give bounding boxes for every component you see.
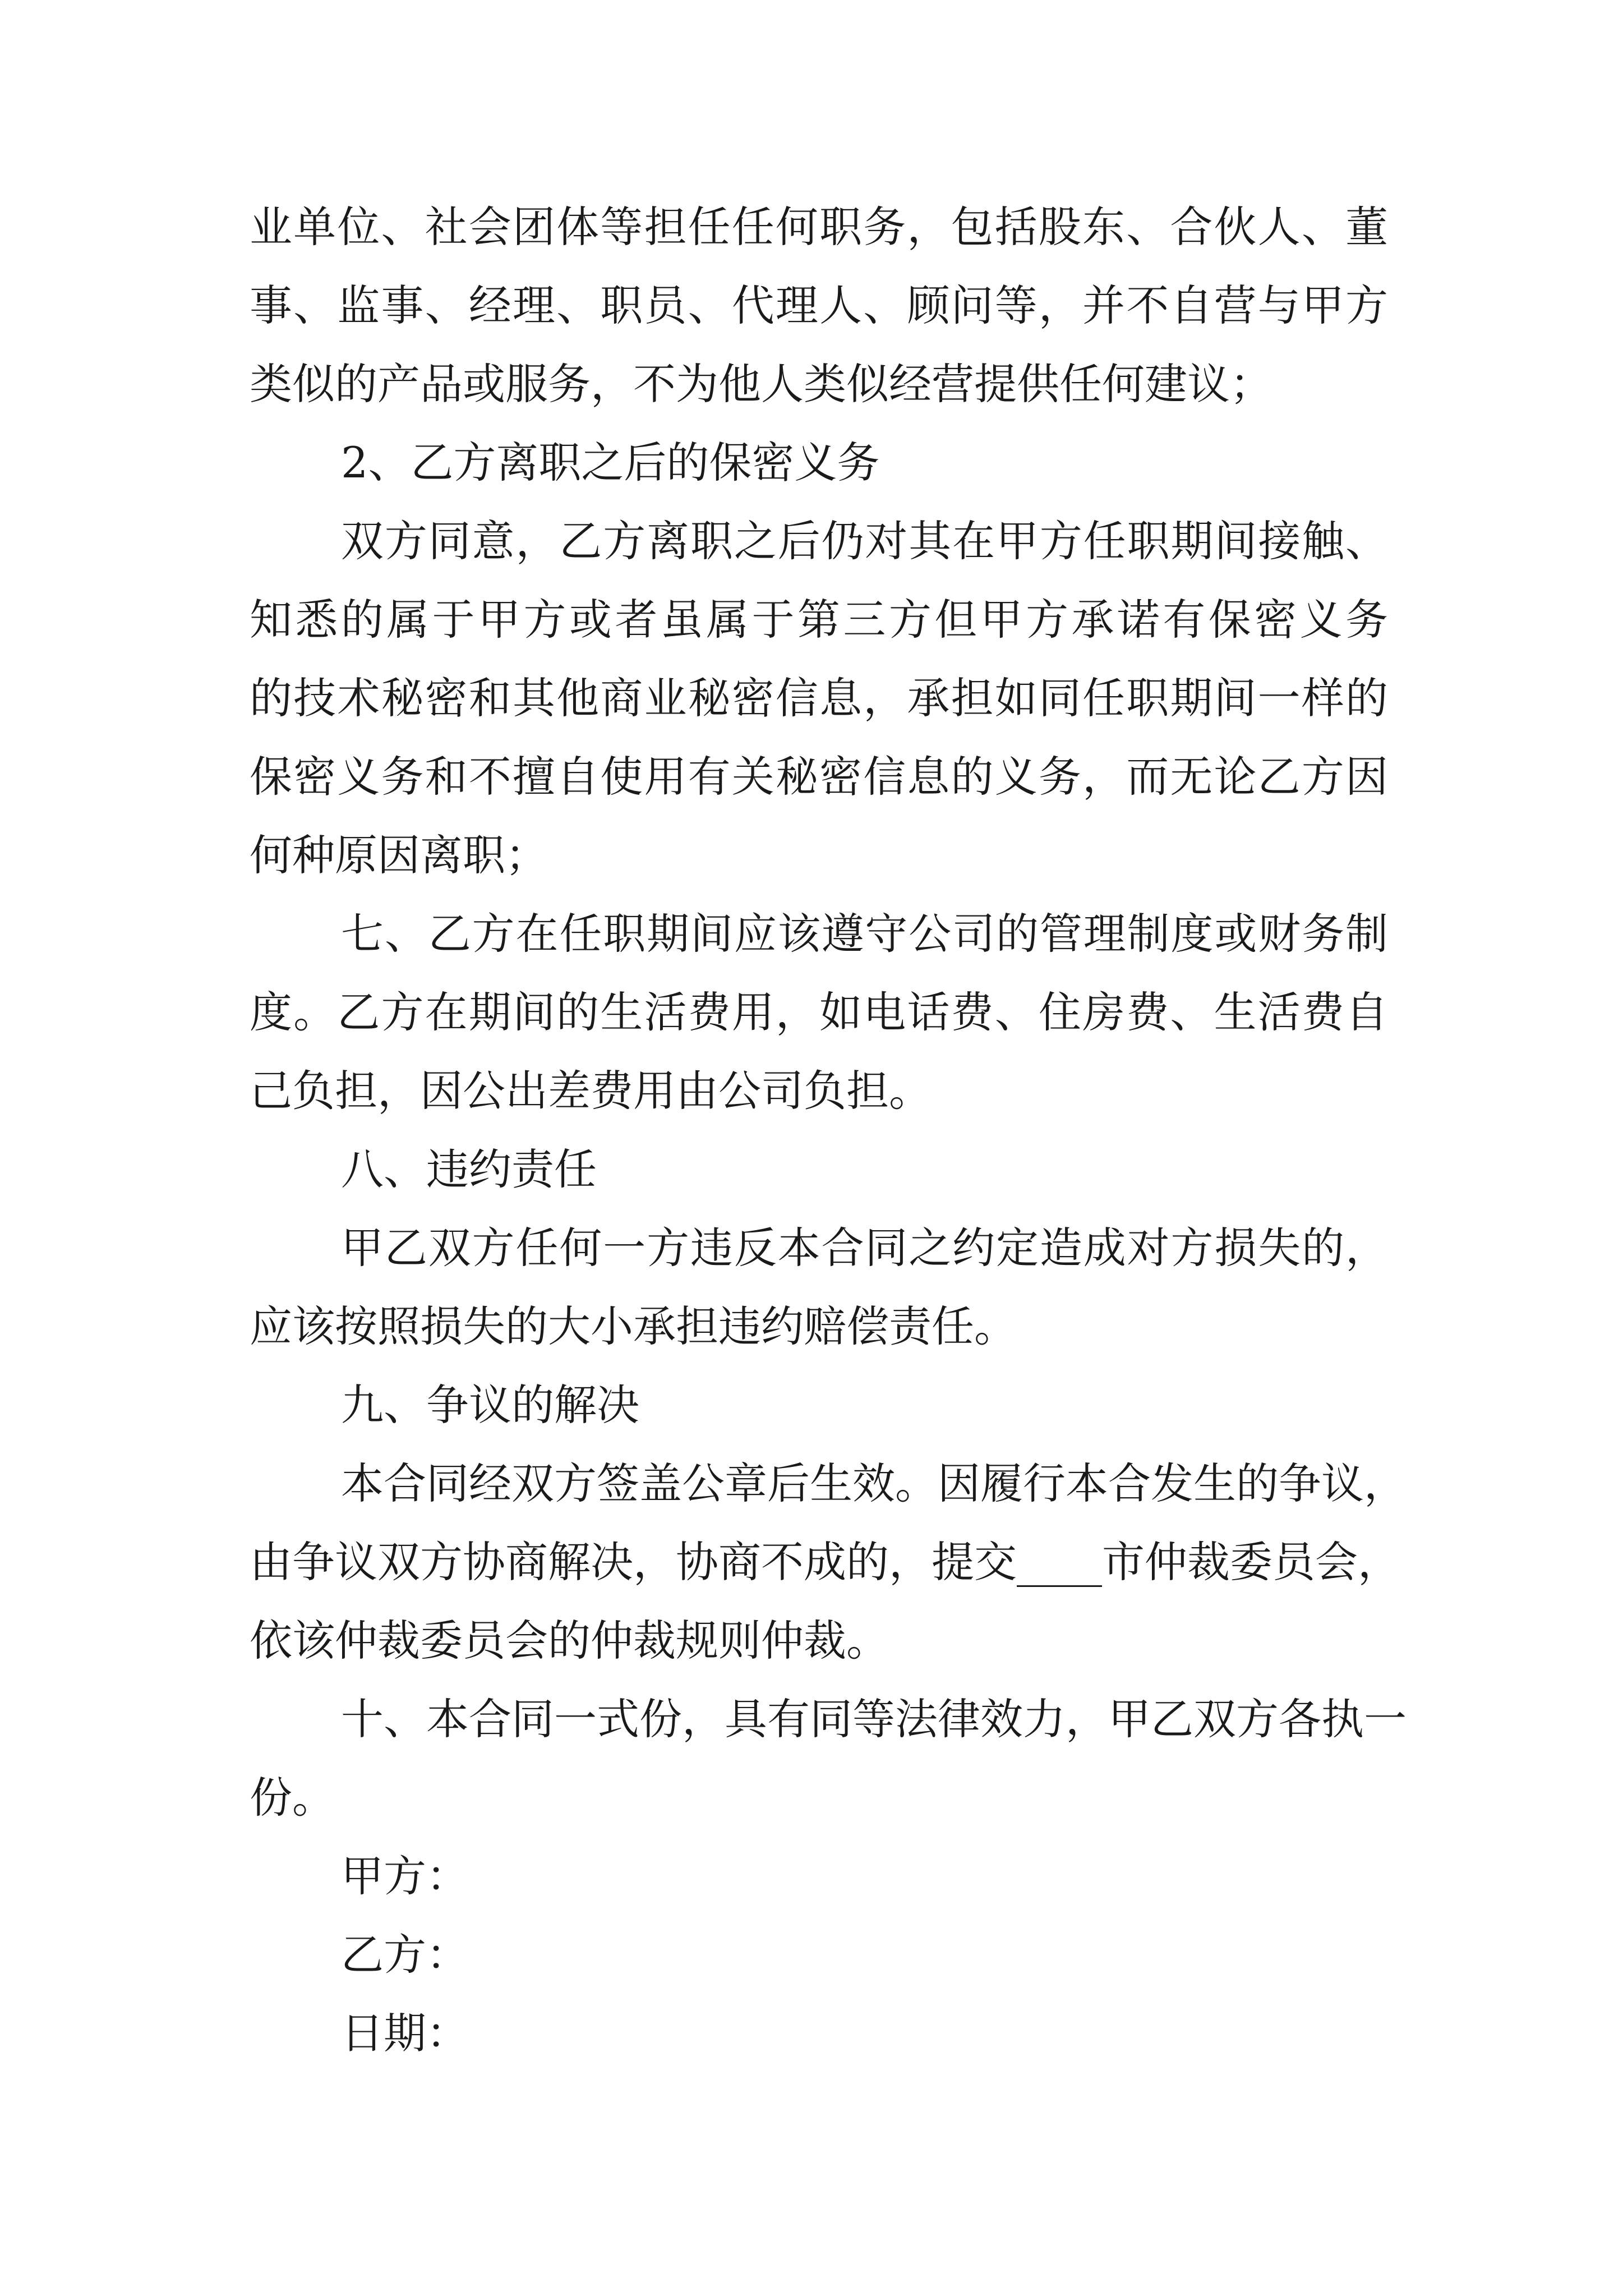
section-heading: 八、违约责任 [341,1144,597,1194]
paragraph-line: 度。乙方在期间的生活费用，如电话费、住房费、生活费自 [250,987,1388,1037]
paragraph-line: 类似的产品或服务，不为他人类似经营提供任何建议； [250,359,1272,409]
paragraph-line: 份。 [250,1773,335,1823]
paragraph-line: 事、监事、经理、职员、代理人、顾问等，并不自营与甲方 [250,280,1388,330]
paragraph-line: 知悉的属于甲方或者虽属于第三方但甲方承诺有保密义务 [250,595,1388,645]
paragraph-line: 己负担，因公出差费用由公司负担。 [250,1066,932,1116]
paragraph-line: 依该仲裁委员会的仲裁规则仲裁。 [250,1616,889,1665]
paragraph-line: 保密义务和不擅自使用有关秘密信息的义务，而无论乙方因 [250,752,1388,802]
paragraph-line: 何种原因离职； [250,830,548,880]
paragraph-line: 的技术秘密和其他商业秘密信息，承担如同任职期间一样的 [250,673,1388,723]
paragraph-line: 十、本合同一式份，具有同等法律效力，甲乙双方各执一 [341,1694,1407,1744]
paragraph-line: 双方同意，乙方离职之后仍对其在甲方任职期间接触、 [341,516,1388,566]
section-heading: 2、乙方离职之后的保密义务 [341,438,880,487]
signature-party-b: 乙方： [341,1930,469,1980]
paragraph-line: 业单位、社会团体等担任任何职务，包括股东、合伙人、董 [250,202,1388,252]
signature-date: 日期： [341,2008,469,2058]
section-heading: 九、争议的解决 [341,1380,639,1430]
paragraph-line: 七、乙方在任职期间应该遵守公司的管理制度或财务制 [341,909,1388,959]
paragraph-line: 甲乙双方任何一方违反本合同之约定造成对方损失的， [341,1223,1388,1273]
paragraph-line: 由争议双方协商解决，协商不成的，提交____市仲裁委员会， [250,1537,1400,1587]
paragraph-line: 应该按照损失的大小承担违约赔偿责任。 [250,1301,1017,1351]
paragraph-line: 本合同经双方签盖公章后生效。因履行本合发生的争议， [341,1458,1407,1508]
signature-party-a: 甲方： [341,1851,469,1901]
